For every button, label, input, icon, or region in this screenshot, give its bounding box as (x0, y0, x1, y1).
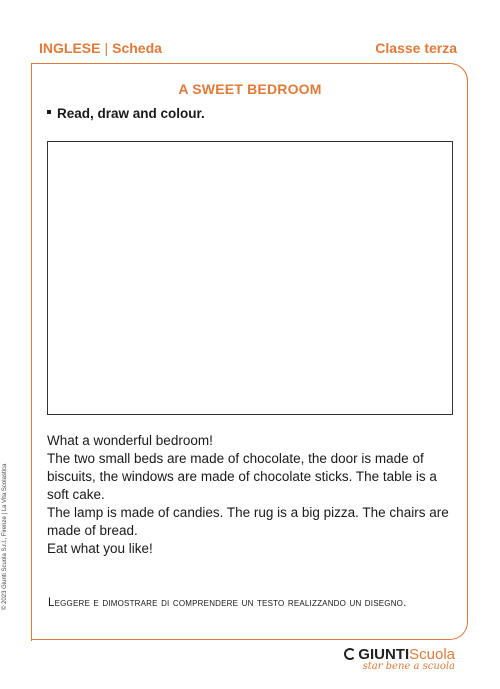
type-label: Scheda (112, 40, 162, 56)
brand-main: GIUNTI (358, 646, 410, 663)
instruction (47, 106, 205, 121)
logo-tagline: star bene a scuola (362, 661, 455, 672)
drawing-area[interactable] (47, 141, 453, 415)
grade-label: Classe terza (375, 40, 457, 56)
publisher-logo (344, 646, 455, 672)
teacher-note: Leggere e dimostrare di comprendere un testo realizzando un disegno. (48, 597, 407, 609)
instruction-text: Read, draw and colour. (57, 106, 205, 121)
subject-label: INGLESE (39, 40, 101, 56)
story-line: The two small beds are made of chocolate, the door is made of biscuits, the windows are made of chocolate sticks. The table is a soft cake. (47, 451, 437, 502)
story-line: What a wonderful bedroom! (47, 433, 213, 448)
story-text (47, 432, 462, 558)
header-separator: | (104, 40, 109, 56)
header-subject (39, 40, 162, 56)
brand-accent: Scuola (409, 646, 455, 663)
story-line: The lamp is made of candies. The rug is a big pizza. The chairs are made of bread. (47, 505, 449, 538)
copyright-text: © 2023 Giunti Scuola S.r.l., Firenze | La Vita Scolastica (2, 463, 8, 610)
bullet-icon (47, 110, 51, 114)
worksheet-title: A SWEET BEDROOM (178, 81, 322, 97)
giunti-g-icon (344, 648, 356, 660)
story-line: Eat what you like! (47, 541, 153, 556)
